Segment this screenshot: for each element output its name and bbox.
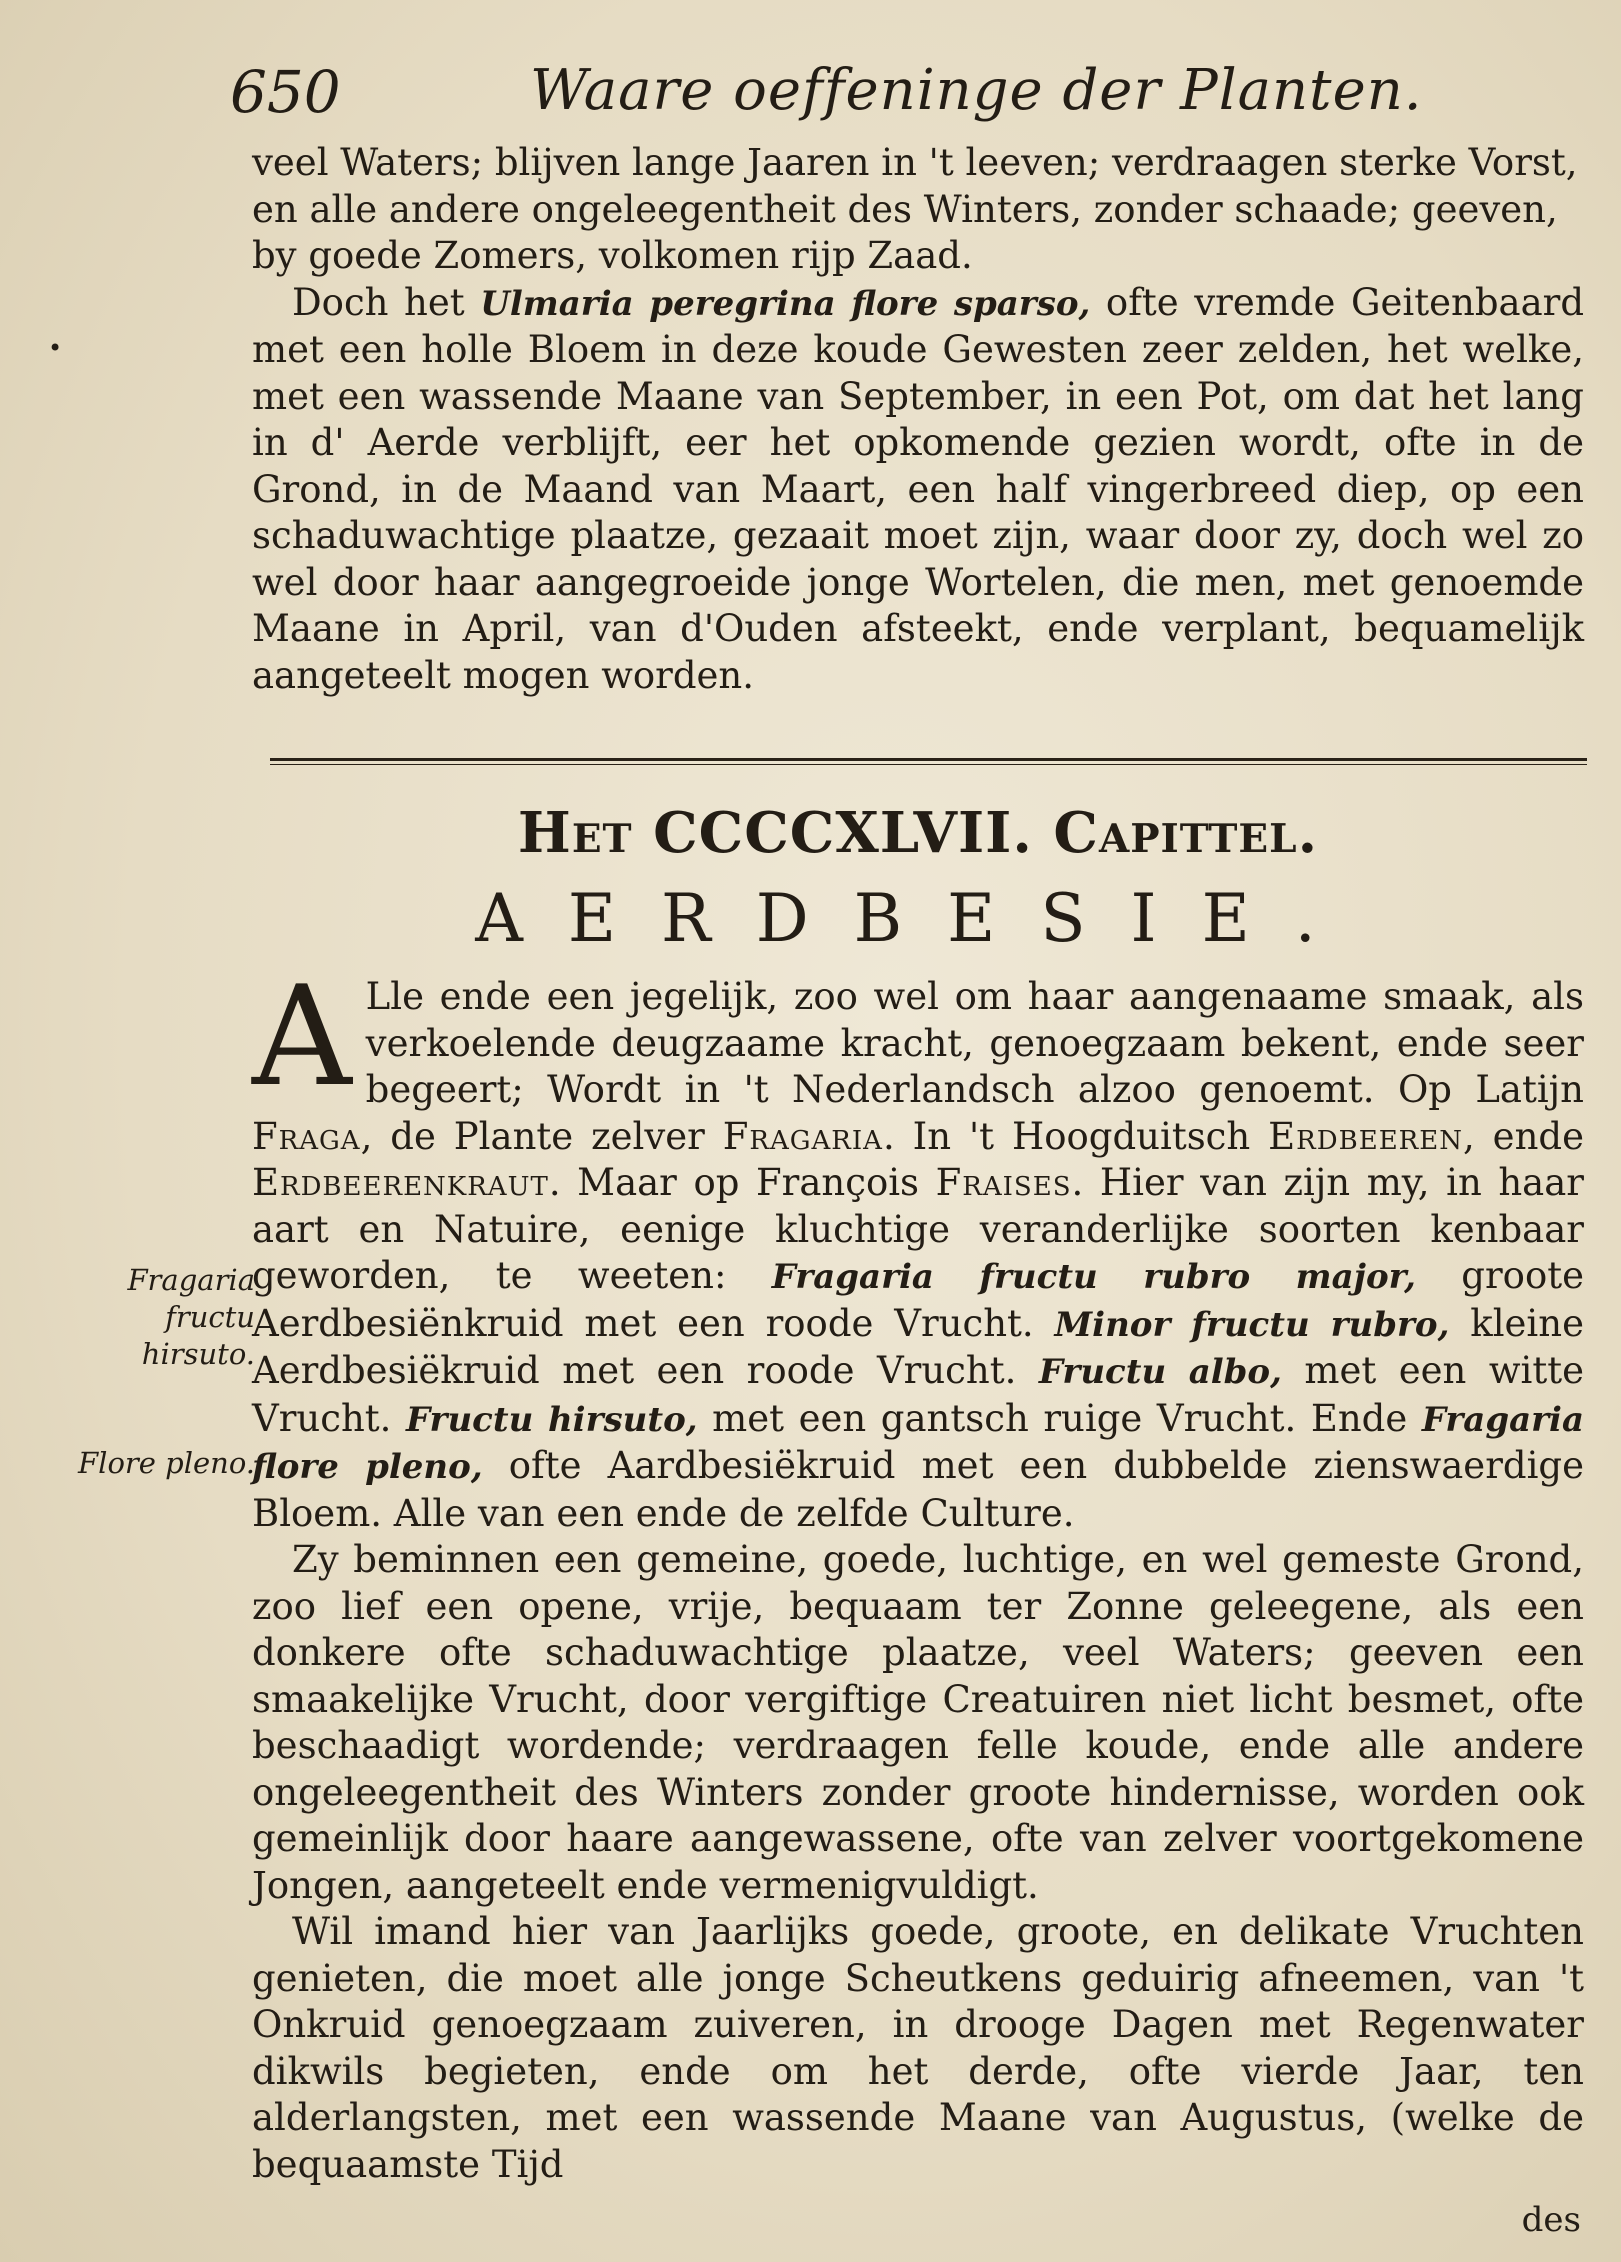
text-run: kleine Aerdbesiëkruid met een roode Vrucht. xyxy=(252,1301,1584,1392)
text-line: en alle andere ongeleegentheit des Winters, zonder schaade; geeven, xyxy=(252,187,1558,231)
running-title: Waare oeffeninge der Planten. xyxy=(530,58,1423,123)
latin-name: Minor fructu rubro, xyxy=(1054,1304,1450,1345)
text-run: Doch het xyxy=(292,280,481,324)
text-run: groote Aerdbesiënkruid met een roode Vrucht. xyxy=(252,1254,1584,1345)
catchword: des xyxy=(1521,2200,1581,2240)
term: Fragaria xyxy=(722,1114,883,1158)
latin-name: Fragaria flore pleno, xyxy=(252,1399,1584,1487)
margin-note: Fragaria fructu hirsuto. xyxy=(127,1263,255,1371)
latin-name: Ulmaria peregrina flore sparso, xyxy=(480,283,1091,324)
text-run: met een witte Vrucht. xyxy=(252,1349,1584,1440)
text-run: . Maar op François xyxy=(548,1161,936,1204)
latin-name: Fructu hirsuto, xyxy=(406,1399,698,1440)
section-divider xyxy=(270,758,1587,761)
latin-name: Fragaria fructu rubro major, xyxy=(771,1257,1416,1297)
text-run: . In 't Hoogduitsch xyxy=(882,1114,1269,1158)
term: Fraises xyxy=(935,1161,1072,1204)
term: Erdbeeren xyxy=(1268,1114,1463,1158)
text-line: veel Waters; blijven lange Jaaren in 't leeven; verdraagen sterke Vorst, xyxy=(252,141,1578,184)
text-run: , de Plante zelver xyxy=(360,1114,723,1158)
paragraph: Wil imand hier van Jaarlijks goede, groote, en delikate Vruchten genieten, die moet alle jonge Scheutkens geduirig afneemen, van 't Onkruid genoegzaam zuiveren, in drooge Dagen met Regenwater dikwils begieten, ende om het derde, ofte vierde Jaar, ten alderlangsten, met een wassende Maane van Augustus, (welke de bequaamste Tijd xyxy=(252,1910,1584,2186)
section-divider-thin xyxy=(270,764,1587,765)
paragraph xyxy=(252,956,1584,1537)
text-line: by goede Zomers, volkomen rijp Zaad. xyxy=(252,234,973,277)
chapter-body xyxy=(252,956,1584,2188)
term: Fraga xyxy=(252,1114,361,1158)
text-run: ofte Aardbesiëkruid met een dubbelde zienswaerdige Bloem. Alle van een ende de zelfde Culture. xyxy=(252,1444,1584,1535)
drop-cap: A xyxy=(252,956,352,1117)
text-run: , ende xyxy=(1462,1114,1584,1158)
text-run: Lle ende een jegelijk, zoo wel om haar aangenaame smaak, als verkoelende deugzaame kracht, genoegzaam bekent, ende seer begeert; Wordt in 't Nederlandsch alzoo genoemt. Op Latijn xyxy=(365,975,1584,1111)
paragraph: Zy beminnen een gemeine, goede, luchtige, en wel gemeste Grond, zoo lief een opene, vrije, bequaam ter Zonne geleegene, als een donkere ofte schaduwachtige plaatze, veel Waters; geeven een smaakelijke Vrucht, door vergiftige Creatuiren niet licht besmet, ofte beschaadigt wordende; verdraagen felle koude, ende alle andere ongeleegentheit des Winters zonder groote hindernisse, worden ook gemeinlijk door haare aangewassene, ofte van zelver voortgekomene Jongen, aangeteelt ende vermenigvuldigt. xyxy=(252,1538,1584,1907)
show-through-texture xyxy=(40,380,240,740)
chapter-title: AERDBESIE. xyxy=(475,880,1361,957)
paragraph xyxy=(252,280,1584,700)
margin-note: Flore pleno. xyxy=(78,1446,255,1480)
latin-name: Fructu albo, xyxy=(1038,1352,1282,1392)
previous-chapter-text xyxy=(252,140,1584,699)
page-header xyxy=(230,58,1541,138)
text-run: . Hier van zijn my, in haar aart en Natuire, eenige kluchtige veranderlijke soorten kenbaar geworden, te weeten: xyxy=(252,1161,1584,1297)
chapter-heading: Het CCCCXLVII. Capittel. xyxy=(517,800,1319,866)
text-run: ofte vremde Geitenbaard met een holle Bloem in deze koude Gewesten zeer zelden, het welke, met een wassende Maane van September, in een Pot, om dat het lang in d' Aerde verblijft, eer het opkomende gezien wordt, ofte in de Grond, in de Maand van Maart, een half vingerbreed diep, op een schaduwachtige plaatze, gezaait moet zijn, waar door zy, doch wel zo wel door haar aangegroeide jonge Wortelen, die men, met genoemde Maane in April, van d'Ouden afsteekt, ende verplant, bequamelijk aangeteelt mogen worden. xyxy=(252,280,1585,697)
margin-dot-icon: • xyxy=(48,334,63,362)
term: Erdbeerenkraut xyxy=(252,1161,549,1204)
page-number: 650 xyxy=(230,58,341,126)
text-run: met een gantsch ruige Vrucht. Ende xyxy=(697,1396,1422,1440)
